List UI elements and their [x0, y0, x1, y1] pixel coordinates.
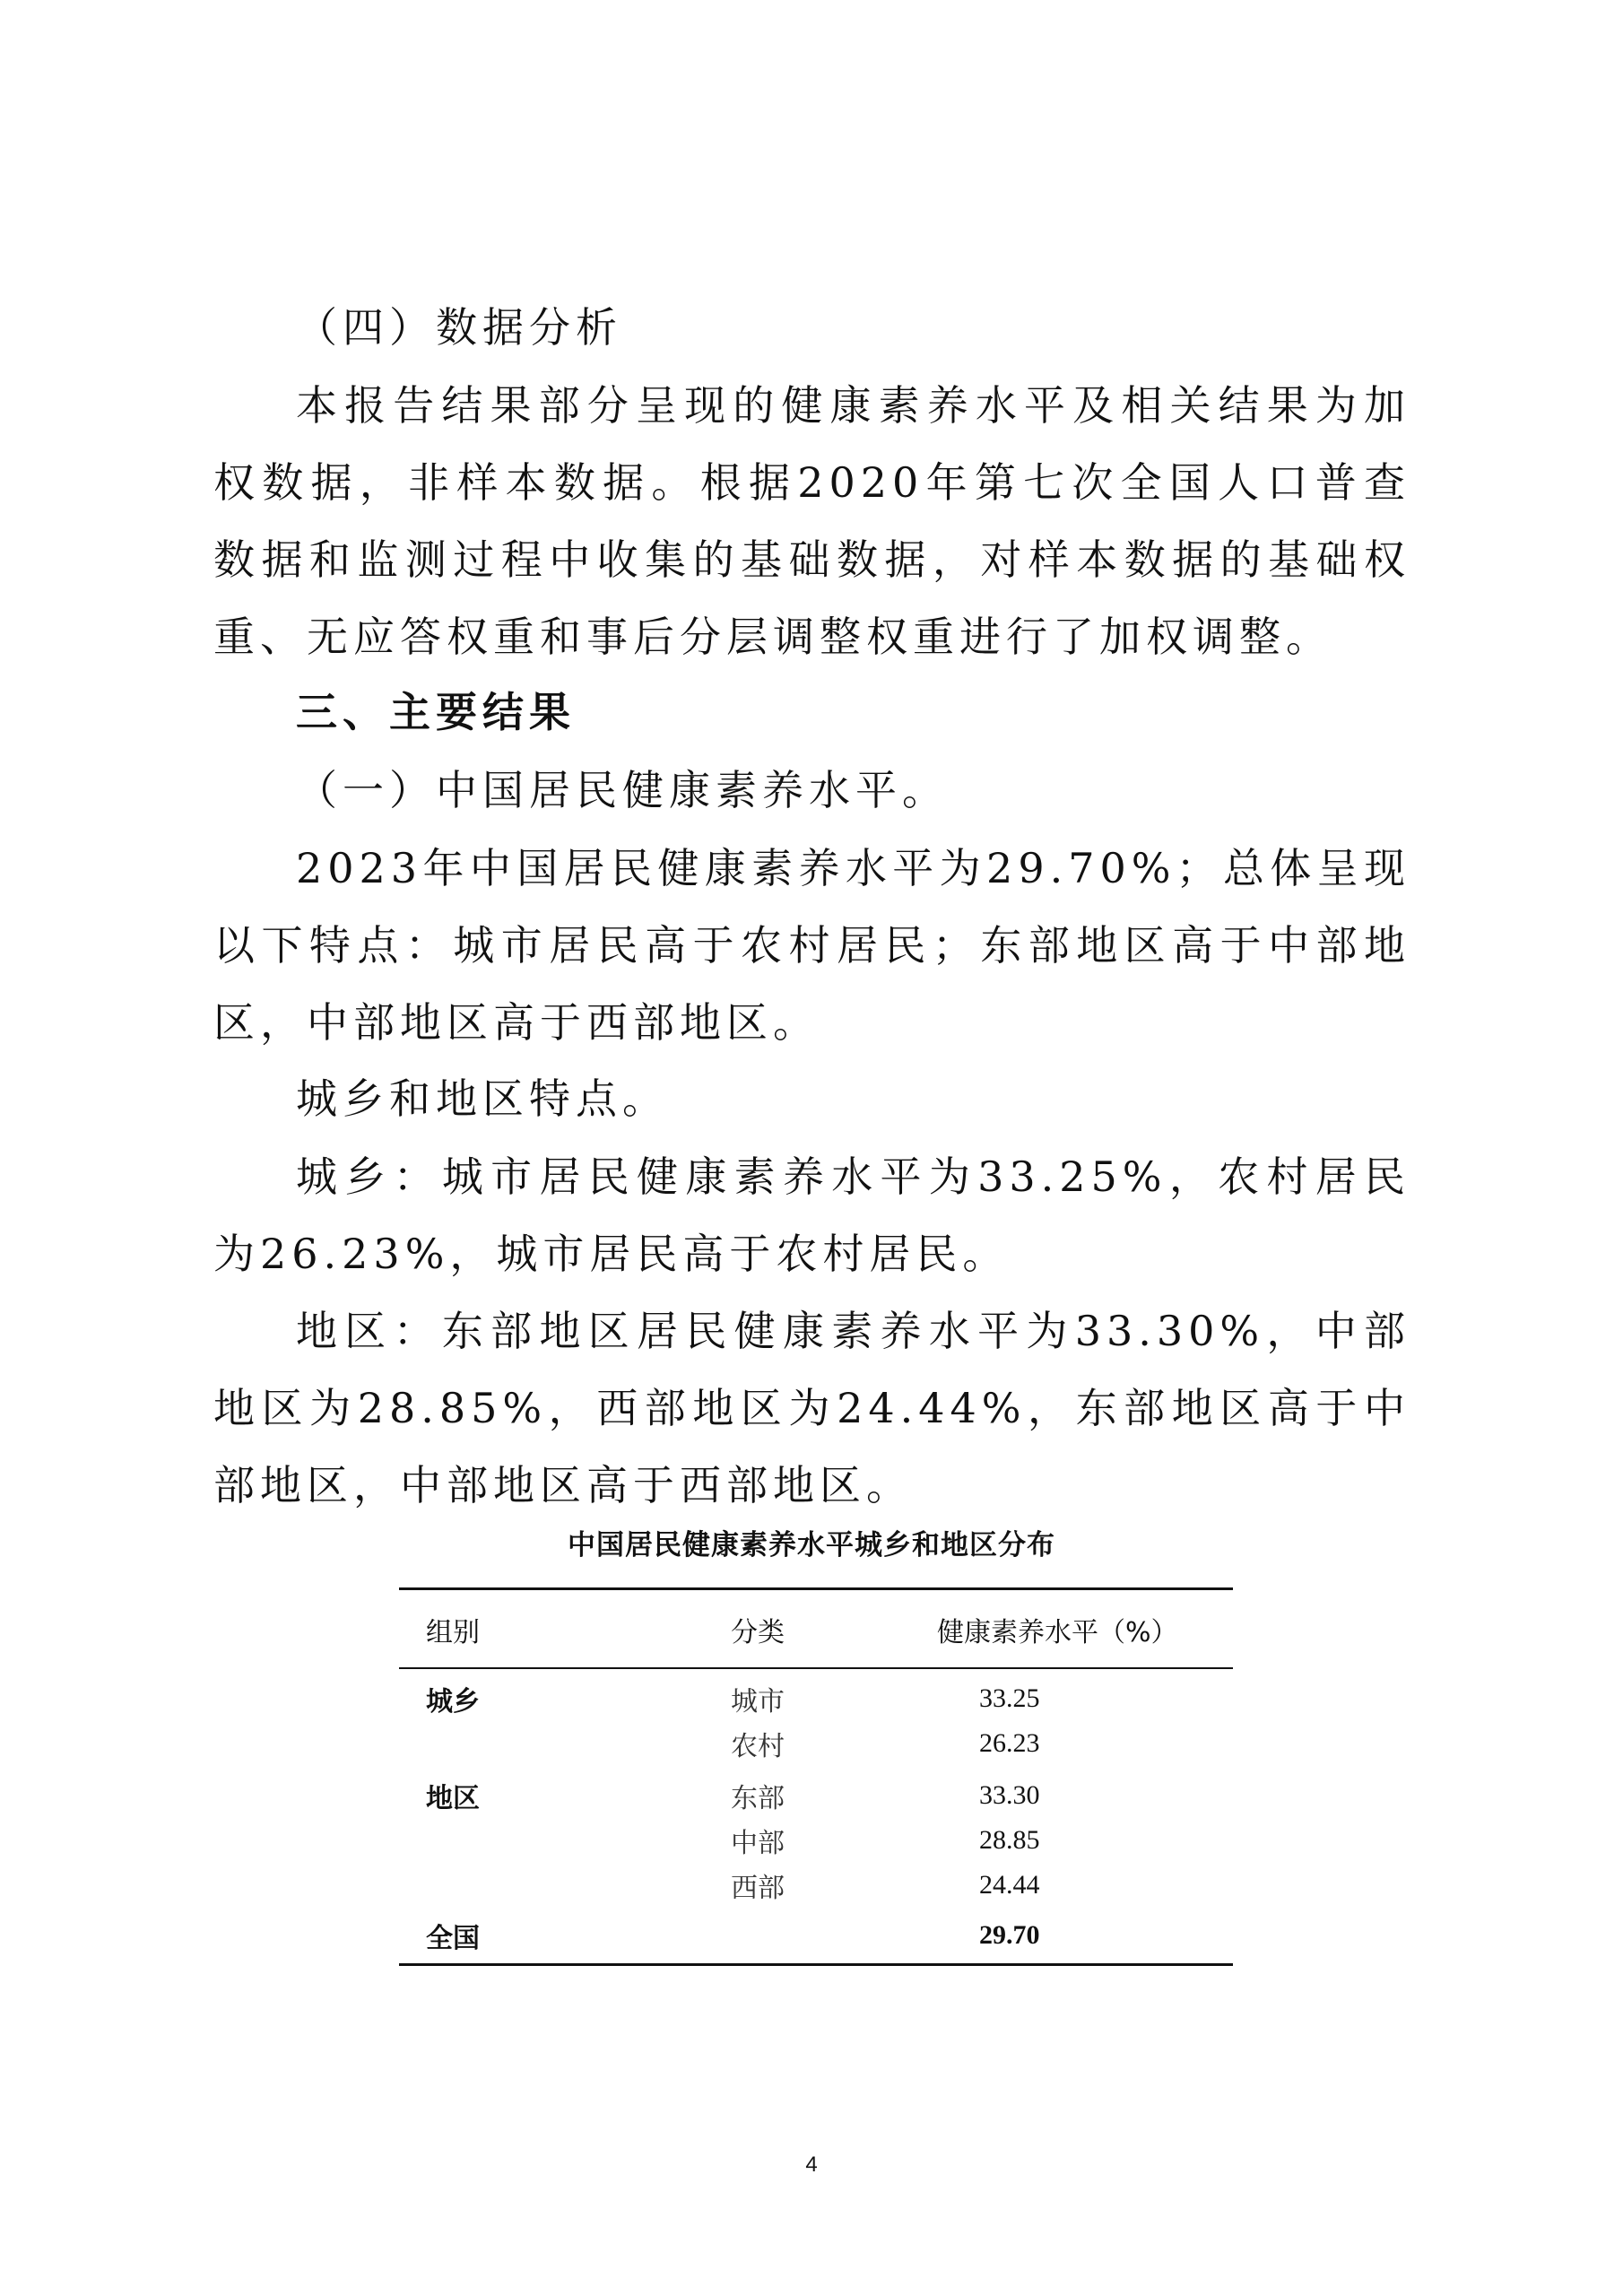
- table-row: [399, 1721, 1233, 1766]
- distribution-table: [399, 1587, 1233, 1966]
- cell-value: 26.23: [979, 1728, 1040, 1758]
- table-row: [399, 1818, 1233, 1863]
- cell-category: 东部: [731, 1783, 785, 1814]
- table-total-row: [399, 1908, 1233, 1965]
- cell-value-total: 29.70: [937, 1908, 1233, 1965]
- section-heading-data-analysis: （四）数据分析: [296, 303, 622, 352]
- cell-value: 28.85: [979, 1825, 1040, 1855]
- table-header-row: [399, 1589, 1233, 1669]
- header-literacy-level: 健康素养水平（%）: [937, 1589, 1233, 1669]
- cell-value: 33.25: [979, 1683, 1040, 1713]
- cell-category-total: [731, 1908, 937, 1965]
- table-row: [399, 1766, 1233, 1818]
- cell-group: 城乡: [426, 1686, 480, 1718]
- table-row: [399, 1863, 1233, 1908]
- cell-group: 地区: [426, 1783, 480, 1814]
- paragraph-weighting: 本报告结果部分呈现的健康素养水平及相关结果为加权数据，非样本数据。根据2020年第七次全国人口普查数据和监测过程中收集的基础数据，对样本数据的基础权重、无应答权重和事后分层调整权重进行了加权调整。: [213, 381, 1410, 661]
- subsection-heading-literacy-level: （一）中国居民健康素养水平。: [296, 766, 949, 814]
- paragraph-urban-rural: 城乡：城市居民健康素养水平为33.25%，农村居民为26.23%，城市居民高于农村居民。: [213, 1152, 1410, 1278]
- cell-group: [399, 1721, 731, 1766]
- paragraph-region: 地区：东部地区居民健康素养水平为33.30%，中部地区为28.85%，西部地区为24.44%，东部地区高于中部地区，中部地区高于西部地区。: [213, 1307, 1410, 1509]
- cell-group: [399, 1863, 731, 1908]
- cell-category: 城市: [731, 1686, 785, 1718]
- header-group: 组别: [399, 1589, 731, 1669]
- section-heading-main-results: 三、主要结果: [296, 688, 576, 736]
- table-title: 中国居民健康素养水平城乡和地区分布: [568, 1529, 1055, 1561]
- cell-group: [399, 1818, 731, 1863]
- table-row: [399, 1668, 1233, 1721]
- cell-category: 中部: [731, 1828, 785, 1859]
- paragraph-overall-level: 2023年中国居民健康素养水平为29.70%；总体呈现以下特点：城市居民高于农村居民；东部地区高于中部地区，中部地区高于西部地区。: [213, 844, 1410, 1047]
- cell-value: 24.44: [979, 1870, 1040, 1900]
- cell-value: 33.30: [979, 1780, 1040, 1810]
- cell-group-total: 全国: [399, 1908, 731, 1965]
- paragraph-urban-rural-region: 城乡和地区特点。: [296, 1074, 669, 1123]
- header-category: 分类: [731, 1589, 937, 1669]
- page-number: 4: [805, 2152, 818, 2177]
- cell-category: 西部: [731, 1873, 785, 1904]
- cell-category: 农村: [731, 1731, 785, 1762]
